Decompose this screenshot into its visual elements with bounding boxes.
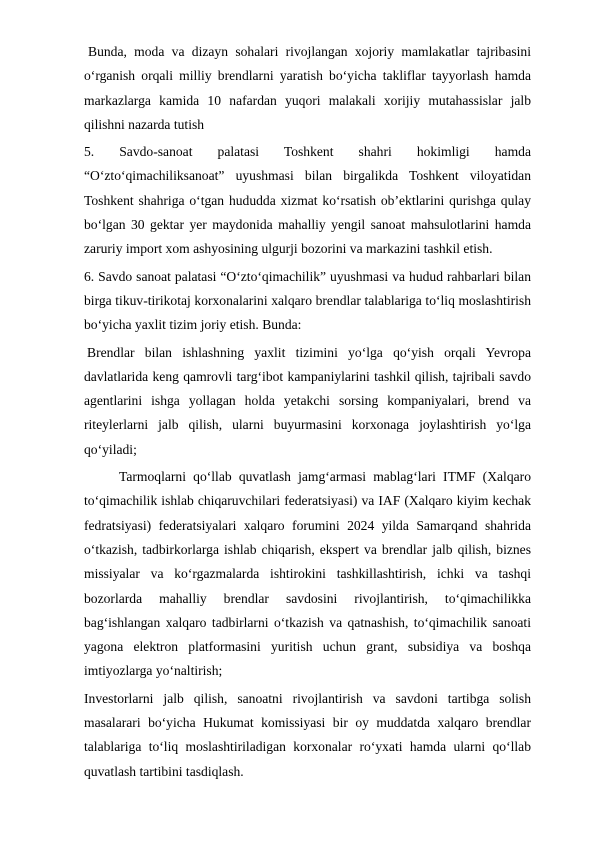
paragraph-brand-experience: Bunda, moda va dizayn sohalari rivojlangan xojoriy mamlakatlar tajribasini o‘rganish orqali milliy brendlarni yaratish bo‘yicha takliflar tayyorlash hamda markazlarga kamida 10 nafardan yuqori malakali xorijiy mutahassislar jalb qilishni nazarda tutish	[84, 44, 531, 132]
paragraph-item-6-brand-requirements: 6. Savdo sanoat palatasi “O‘zto‘qimachilik” uyushmasi va hudud rahbarlari bilan birga tikuv-tirikotaj korxonalarini xalqaro brendlar talablariga to‘liq moslashtirish bo‘yicha yaxlit tizim joriy etish. Bunda:	[84, 268, 531, 333]
paragraph-support-fund: Tarmoqlarni qo‘llab quvatlash jamg‘armasi mablag‘lari ITMF (Xalqaro to‘qimachilik ishlab chiqaruvchilari federatsiyasi) va IAF (Xalqaro kiyim kechak fedratsiyasi) federatsiyalari xalqaro forumini 2024 yilda Samarqand shahrida o‘tkazish, tadbirkorlarga ishlab chiqarish, ekspert va brendlar jalb qilish, biznes missiyalar va ko‘rgazmalarda ishtirokini tashkillashtirish, ichki va tashqi bozorlarda mahalliy brendlar savdosini rivojlantirish, to‘qimachilikka bag‘ishlangan xalqaro tadbirlarni o‘tkazish va qatnashish, to‘qimachilik sanoati yagona elektron platformasini yuritish uchun grant, subsidiya va boshqa imtiyozlarga yo‘naltirish;	[84, 469, 531, 679]
paragraph-investors-commission: Investorlarni jalb qilish, sanoatni rivojlantirish va savdoni tartibga solish masalarari bo‘yicha Hukumat komissiyasi bir oy muddatda xalqaro brendlar talablariga to‘liq moslashtiriladigan korxonalar ro‘yxati hamda ularni qo‘llab quvatlash tartibini tasdiqlash.	[84, 690, 531, 779]
paragraph-brand-system: Brendlar bilan ishlashning yaxlit tizimini yo‘lga qo‘yish orqali Yevropa davlatlarida keng qamrovli targ‘ibot kampaniylarini tashkil qilish, tajribali savdo agentlarini ishga yollagan holda yetakchi sorsing kompaniyalari, brend va riteylerlarni jalb qilish, ularni buyurmasini korxonaga joylashtirish yo‘lga qo‘yiladi;	[84, 344, 531, 457]
document-page	[84, 40, 531, 784]
paragraph-item-5-wholesale-market: 5. Savdo-sanoat palatasi Toshkent shahri hokimligi hamda “O‘zto‘qimachiliksanoat” uyushmasi bilan birgalikda Toshkent viloyatidan Toshkent shahriga o‘tgan hududda xizmat ko‘rsatish ob’ektlarini qurishga qulay bo‘lgan 30 gektar yer maydonida mahalliy yengil sanoat mahsulotlarini hamda zaruriy import xom ashyosining ulgurji bozorini va markazini tashkil etish.	[84, 144, 531, 257]
